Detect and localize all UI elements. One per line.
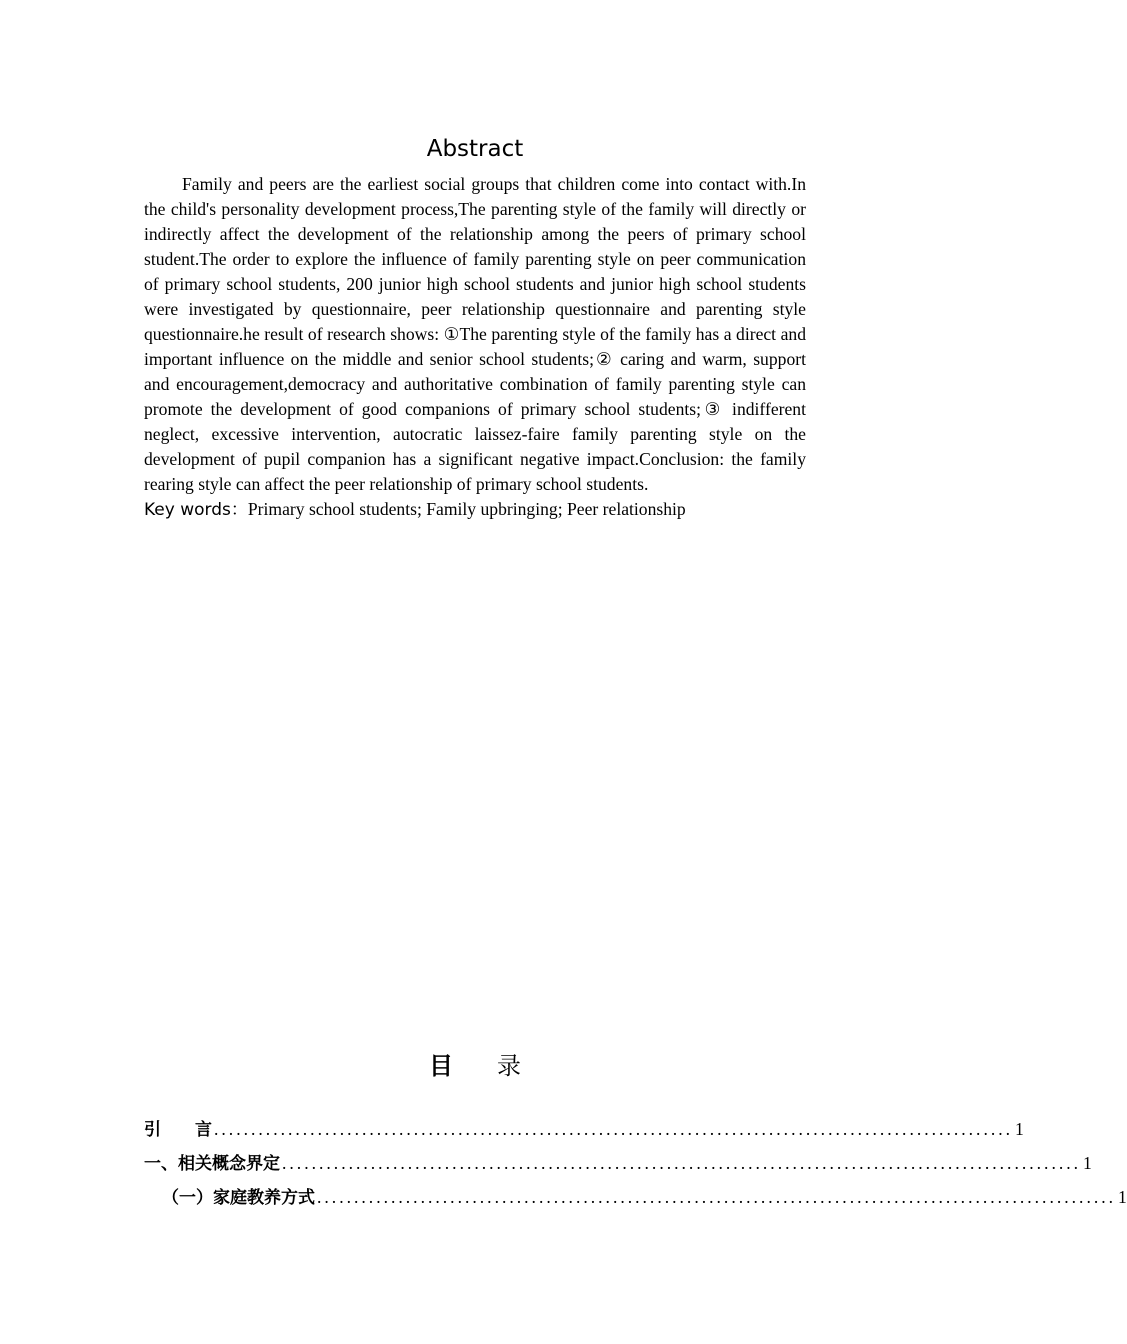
toc-entry-label: 一、相关概念界定 — [144, 1154, 280, 1174]
toc-leader-dots: ............................................................................................................ — [317, 1187, 1117, 1207]
abstract-section — [144, 132, 806, 523]
toc-list — [144, 1116, 1127, 1218]
toc-title-char-1: 目 — [429, 1052, 453, 1080]
toc-entry[interactable] — [144, 1184, 1127, 1218]
toc-entry[interactable] — [144, 1116, 1024, 1150]
toc-entry-page: 1 — [1083, 1153, 1092, 1173]
toc-entry-page: 1 — [1118, 1187, 1127, 1207]
keywords-text: Primary school students; Family upbringing; Peer relationship — [247, 499, 686, 519]
toc-leader-dots: ............................................................................................................ — [282, 1153, 1082, 1173]
toc-entry[interactable] — [144, 1150, 1092, 1184]
toc-leader-dots: ............................................................................................................ — [214, 1119, 1014, 1139]
toc-entry-label: 引 言 — [144, 1120, 212, 1140]
abstract-title: Abstract — [426, 136, 524, 162]
toc-title — [0, 1048, 950, 1085]
keywords-line — [144, 497, 806, 523]
abstract-body: Family and peers are the earliest social groups that children come into contact with.In the child's personality development process,The parenting style of the family will directly or indirectly affect the development of the relationship among the peers of primary school student.The order to explore the influence of family parenting style on peer communication of primary school students, 200 junior high school students and junior high school students were investigated by questionnaire, peer relationship questionnaire and parenting style questionnaire.he result of research shows: ①The parenting style of the family has a direct and important influence on the middle and senior school students;② caring and warm, support and encouragement,democracy and authoritative combination of family parenting style can promote the development of good companions of primary school students;③ indifferent neglect, excessive intervention, autocratic laissez-faire family parenting style on the development of pupil companion has a significant negative impact.Conclusion: the family rearing style can affect the peer relationship of primary school students. — [144, 174, 806, 494]
toc-title-char-2: 录 — [497, 1052, 521, 1080]
toc-entry-page: 1 — [1015, 1119, 1024, 1139]
toc-entry-label: （一）家庭教养方式 — [162, 1188, 315, 1208]
keywords-label: Key words： — [144, 500, 248, 520]
